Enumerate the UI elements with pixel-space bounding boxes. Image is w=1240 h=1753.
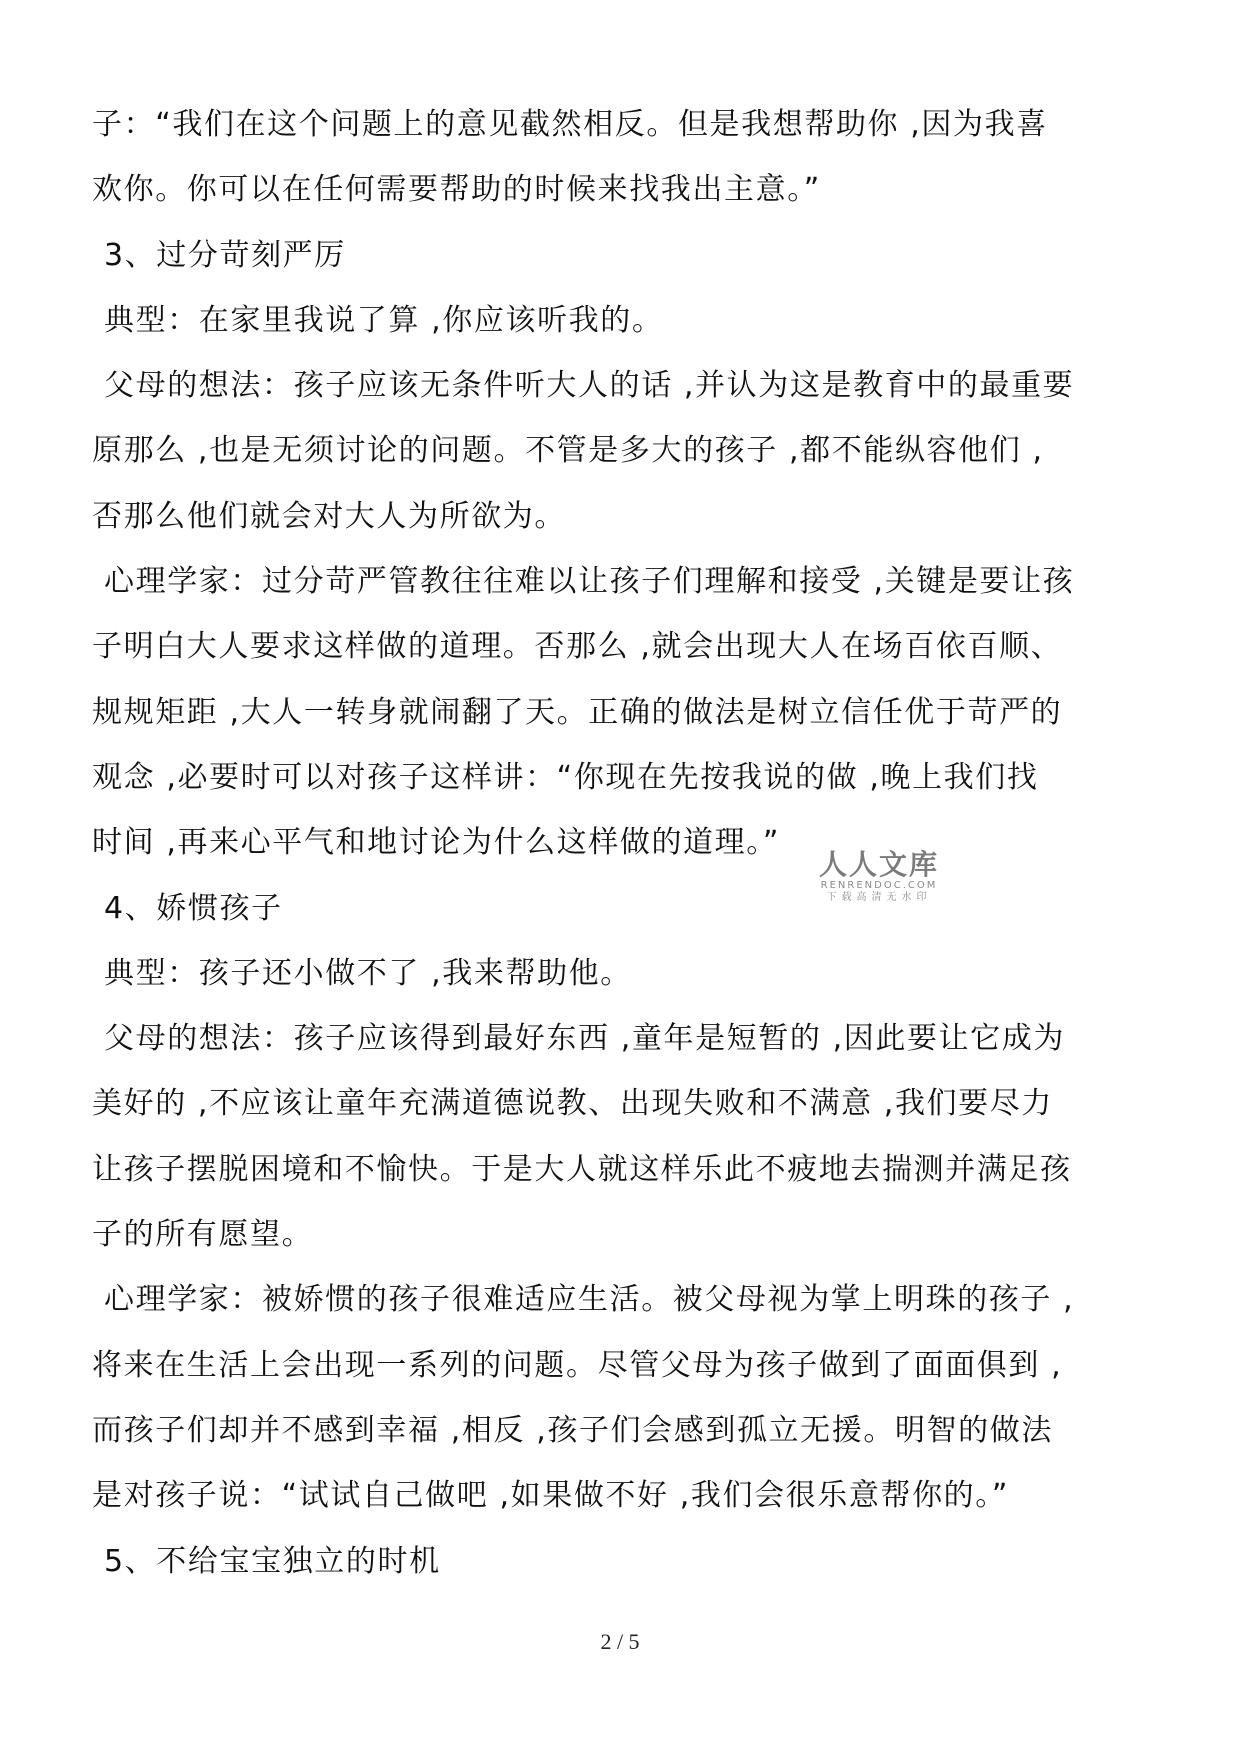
text-line-8: 心理学家：过分苛严管教往往难以让孩子们理解和接受 ,关键是要让孩 <box>104 564 1075 600</box>
text-line-22: 是对孩子说：“试试自己做吧 ,如果做不好 ,我们会很乐意帮你的。” <box>92 1478 1010 1514</box>
watermark-logo <box>809 850 949 904</box>
text-line-1: 子：“我们在这个问题上的意见截然相反。但是我想帮助你 ,因为我喜 <box>92 107 1048 142</box>
text-line-5: 父母的想法：孩子应该无条件听大人的话 ,并认为这是教育中的最重要 <box>104 368 1075 404</box>
watermark-title: 人人文库 <box>818 848 939 881</box>
text-line-2: 欢你。你可以在任何需要帮助的时候来找我出主意。” <box>92 172 821 208</box>
text-line-14: 典型：孩子还小做不了 ,我来帮助他。 <box>104 955 632 991</box>
section-heading-3: 3、过分苛刻严厉 <box>104 237 346 273</box>
text-line-18: 子的所有愿望。 <box>92 1217 314 1253</box>
watermark-site: RENRENDOC.COM <box>820 880 938 891</box>
text-line-15: 父母的想法：孩子应该得到最好东西 ,童年是短暂的 ,因此要让它成为 <box>104 1021 1065 1057</box>
section-heading-4: 4、娇惯孩子 <box>104 890 283 926</box>
text-line-10: 规规矩距 ,大人一转身就闹翻了天。正确的做法是树立信任优于苛严的 <box>92 694 1063 730</box>
text-line-19: 心理学家：被娇惯的孩子很难适应生活。被父母视为掌上明珠的孩子 , <box>104 1282 1075 1318</box>
section-heading-5: 5、不给宝宝独立的时机 <box>104 1543 441 1579</box>
text-line-20: 将来在生活上会出现一系列的问题。尽管父母为孩子做到了面面俱到 , <box>92 1347 1063 1383</box>
text-line-4: 典型：在家里我说了算 ,你应该听我的。 <box>104 302 664 338</box>
watermark-subtitle: 下载高清无水印 <box>826 892 932 903</box>
text-line-6: 原那么 ,也是无须讨论的问题。不管是多大的孩子 ,都不能纵容他们 , <box>92 433 1044 469</box>
text-line-11: 观念 ,必要时可以对孩子这样讲：“你现在先按我说的做 ,晚上我们找 <box>92 759 1039 795</box>
text-line-12: 时间 ,再来心平气和地讨论为什么这样做的道理。” <box>92 825 781 861</box>
text-line-21: 而孩子们却并不感到幸福 ,相反 ,孩子们会感到孤立无援。明智的做法 <box>92 1412 1053 1448</box>
text-line-16: 美好的 ,不应该让童年充满道德说教、出现失败和不满意 ,我们要尽力 <box>92 1086 1053 1122</box>
text-line-9: 子明白大人要求这样做的道理。否那么 ,就会出现大人在场百依百顺、 <box>92 629 1063 665</box>
body-text <box>92 92 1152 1594</box>
page-number: 2 / 5 <box>600 1629 640 1654</box>
text-line-17: 让孩子摆脱困境和不愉快。于是大人就这样乐此不疲地去揣测并满足孩 <box>92 1151 1072 1187</box>
text-line-7: 否那么他们就会对大人为所欲为。 <box>92 498 566 534</box>
